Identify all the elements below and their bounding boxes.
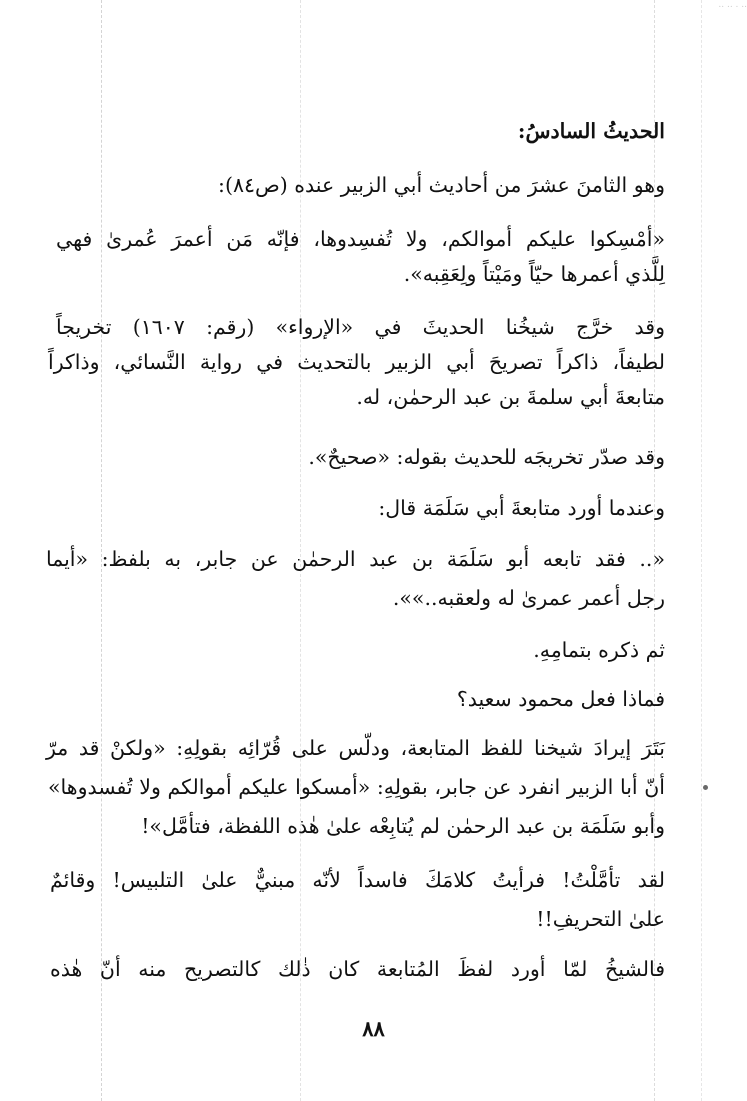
text-line: لقد تأمَّلْتُ! فرأيتُ كلامَكَ فاسداً لأنّه مبنيٌّ علىٰ التلبيس! وقائمٌ xyxy=(50,868,665,892)
text-line: وقد خرَّج شيخُنا الحديثَ في «الإرواء» (رقم: ١٦٠٧) تخريجاً xyxy=(56,315,666,339)
text-line: وقد صدّر تخريجَه للحديث بقوله: «صحيحٌ». xyxy=(308,445,665,469)
text-line: أنّ أبا الزبير انفرد عن جابر، بقولِهِ: «أمسكوا عليكم أموالكم ولا تُفسدوها» xyxy=(48,775,665,799)
text-line: وعندما أورد متابعةَ أبي سَلَمَة قال: xyxy=(378,496,665,520)
text-line: «.. فقد تابعه أبو سَلَمَة بن عبد الرحمٰن عن جابر، به بلفظ: «أيما xyxy=(46,547,665,571)
page-number: ٨٨ xyxy=(362,1016,385,1041)
text-line: علىٰ التحريفِ!! xyxy=(536,907,665,931)
text-line: وهو الثامنَ عشرَ من أحاديث أبي الزبير عنده (ص٨٤): xyxy=(218,173,665,197)
text-line: متابعةَ أبي سلمةَ بن عبد الرحمٰن، له. xyxy=(356,385,665,409)
text-line: وأبو سَلَمَة بن عبد الرحمٰن لم يُتابِعْه علىٰ هٰذه اللفظة، فتأمَّل»! xyxy=(141,814,665,838)
text-line: رجل أعمر عمرىٰ له ولعقبه..»». xyxy=(392,586,665,610)
text-line: فماذا فعل محمود سعيد؟ xyxy=(456,687,665,711)
text-line: بَتَرَ إيرادَ شيخنا للفظ المتابعة، ودلّس على قُرّائِه بقولِهِ: «ولكنْ قد مرّ xyxy=(46,736,665,760)
text-line: لطيفاً، ذاكراً تصريحَ أبي الزبير بالتحديث في رواية النَّسائي، وذاكراً xyxy=(48,350,665,374)
text-line: «أمْسِكوا عليكم أموالكم، ولا تُفسِدوها، فإنّه مَن أعمرَ عُمرىٰ فهي xyxy=(56,227,665,251)
hadith-heading: الحديثُ السادسُ: xyxy=(517,119,665,143)
text-line: فالشيخُ لمّا أورد لفظَ المُتابعة كان ذٰلك كالتصريح منه أنّ هٰذه xyxy=(50,957,665,981)
text-line: ثم ذكره بتمامِهِ. xyxy=(533,638,665,662)
scan-corner-mark: .. . .. .. xyxy=(718,0,747,10)
text-line: لِلَّذي أعمرها حيّاً ومَيْتاً ولِعَقِبه». xyxy=(403,262,665,286)
